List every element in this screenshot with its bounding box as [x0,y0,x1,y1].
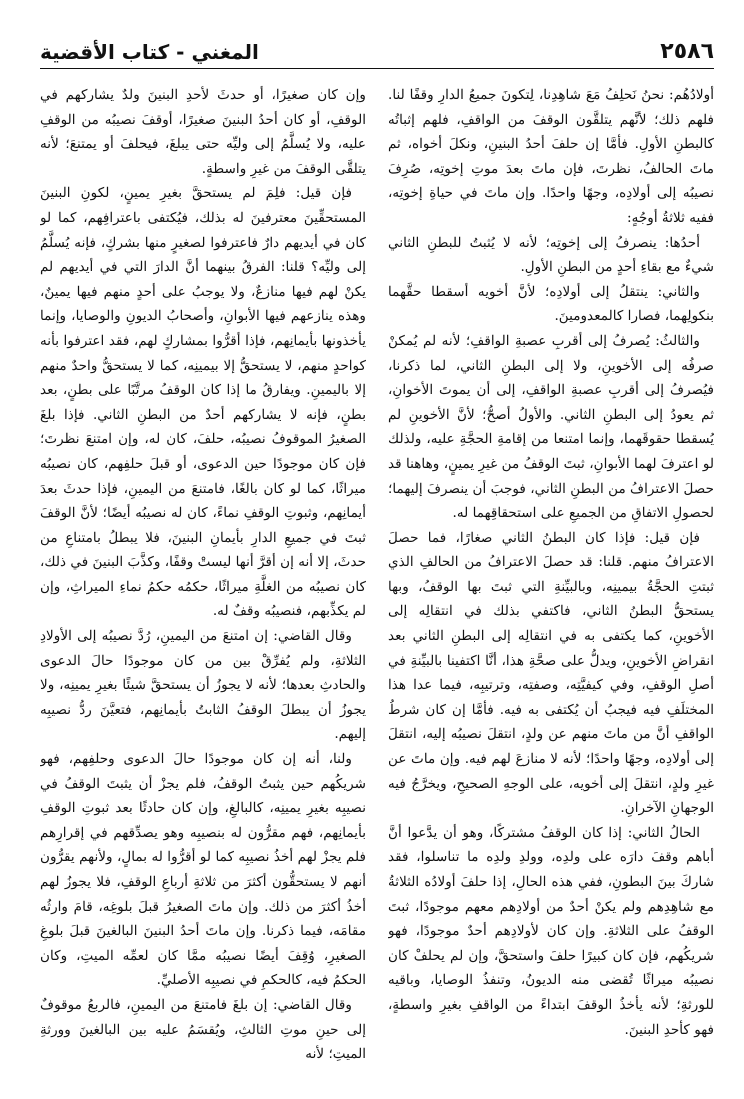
right-column [388,83,714,1093]
text-columns [40,83,714,1093]
running-title [40,40,259,64]
paragraph: والثاني: ينتقلُ إلى أولادِه؛ لأنَّ أخويه أسقطا حقَّهما بنكولِهما، فصارا كالمعدومينَ. [388,283,714,325]
page-number: ٢٥٨٦ [660,39,714,64]
paragraph: أولادُهُم: نحنُ نَحلِفُ مَعَ شاهِدِنا، لِتكونَ جميعُ الدارِ وقفًا لنا. فلهم ذلك؛ لأنَّهم يتلقَّون الوقفَ من الواقفِ، فلهم إثباتُه كالبطنِ الأولِ. فأمَّا إن حلفَ أحدُ البنينِ، ونكلَ أخواه، ثم ماتَ الحالفُ، نظرتَ، فإن ماتَ بعدَ موتِ إخوتِه، صُرِفَ نصيبُه إلى أولادِه، وجهًا واحدًا. وإن ماتَ في حياةِ إخوتِه، ففيه ثلاثةُ أوجُهٍ: [388,87,714,226]
left-column [40,83,366,1093]
paragraph: وإن كان صغيرًا، أو حدثَ لأحدِ البنينَ ولدٌ يشاركهم في الوقفِ، أو كان أحدُ البنينَ صغيرًا، أوقفَ نصيبُه من الوقفِ عليه، ولا يُسلَّمُ إلى وليِّه حتى يبلغَ، فيحلفَ أو يمتنعَ؛ لأنه يتلقَّى الوقفَ من غيرِ واسطةٍ. [40,87,366,177]
paragraph: فإن قيل: فلِمَ لم يستحقَّ بغيرِ يمينٍ، لكونِ البنينَ المستحقِّينَ معترفينَ له بذلك، فيُكتفى باعترافِهم، كما لو كان في أيديهم دارٌ فاعترفوا لصغيرٍ منها بشركٍ، فإنه يُسلَّمُ إلى وليِّه؟ قلنا: الفرقُ بينهما أنَّ الدارَ التي في أيديهم لم يكنْ لهم فيها منازعٌ، ولا يوجبُ على أحدٍ منهم فيها يمينٌ، وهذه ينازعهم فيها الأبوانِ، وأصحابُ الديونِ والوصايا، وإنما يأخذونها بأيمانِهم، فإذا أقرُّوا بمشاركٍ لهم، فقد اعترفوا بأنه كواحدٍ منهم، لا يستحقُّ إلا بيمينِه، كما لا يستحقُّ واحدٌ منهم إلا باليمينِ. ويفارقُ ما إذا كان الوقفُ مرتَّبًا على بطنٍ، بعد بطنٍ، فإنه لا يشاركهم أحدٌ من البطنِ الثاني. فإذا بلغَ الصغيرُ الموقوفُ نصيبُه، حلفَ، كان له، وإن امتنعَ نظرتَ؛ فإن كان موجودًا حين الدعوى، أو قبلَ حلفِهم، كان نصيبُه ميراثًا، كما لو كان بالغًا، فامتنعَ من اليمينِ، فإذا حدثَ بعدَ أيمانِهم، وثبوتِ الوقفِ نماءً، كان له نصيبُه أيضًا؛ لأنَّ الوقفَ ثبتَ في جميعِ الدارِ بأيمانِ البنينَ، فلا يبطلُ بامتناعِ من حدثَ، إلا أنه إن أقرَّ أنها ليستْ وقفًا، وكذَّبَ البنينَ في ذلك، كان نصيبُه من الغلَّةِ ميراثًا، حكمُه حكمُ نماءِ الميراثِ، وإن لم يكذِّبهم، فنصيبُه وقفٌ له. [40,185,366,620]
chapter-title: - كتاب الأقضية [40,40,192,64]
paragraph: أحدُها: ينصرفُ إلى إخوتِه؛ لأنه لا يُثبتُ للبطنِ الثاني شيءٌ مع بقاءِ أحدٍ من البطنِ الأولِ. [388,234,714,276]
paragraph: وقال القاضي: إن امتنعَ من اليمينِ، رُدَّ نصيبُه إلى الأولادِ الثلاثةِ، ولم يُفرِّقْ بين من كان موجودًا حالَ الدعوى والحادثِ بعدها؛ لأنه لا يجوزُ أن يستحقَّ شيئًا بغيرِ يمينِه، ولا يجوزُ أن يبطلَ الوقفُ الثابتُ بأيمانِهم، فتعيَّنَ ردُّ نصيبِه إليهم. [40,628,366,743]
paragraph: الحالُ الثاني: إذا كان الوقفُ مشتركًا، وهو أن يدَّعوا أنَّ أباهم وقفَ دارَه على ولدِه، وولدِ ولدِه ما تناسلوا، فقد شاركَ بينَ البطونِ، ففي هذه الحالِ، إذا حلفَ أولادُه الثلاثةُ مع شاهِدِهم ولم يكنْ أحدٌ من أولادِهم معهم موجودًا، ثبتَ الوقفُ على الثلاثةِ. وإن كان لأولادِهم أحدٌ موجودًا، فهو شريكُهم، فإن كان كبيرًا حلفَ واستحقَّ، وإن لم يحلفْ كان نصيبُه ميراثًا تُقضى منه الديونُ، وتنفذُ الوصايا، وباقيه للورثةِ؛ لأنه يأخذُ الوقفَ ابتداءً من الواقفِ بغيرِ واسطةٍ، فهو كأحدِ البنينَ. [388,824,714,1038]
page-header [40,34,714,69]
paragraph: ولنا، أنه إن كان موجودًا حالَ الدعوى وحلفِهم، فهو شريكُهم حين يثبتُ الوقفُ، فلم يجزْ أن يثبتَ الوقفُ في نصيبِه بغيرِ يمينِه، كالبالغِ، وإن كان حادثًا بعد ثبوتِ الوقفِ بأيمانِهم، فهم مقرُّون له بنصيبِه وهو يصدِّقهم في إقرارِهم فلم يجزْ لهم أخذُ نصيبِه كما لو أقرُّوا له بمالٍ، ولأنهم يقرُّون أنهم لا يستحقُّون أكثرَ من ثلاثةِ أرباعِ الوقفِ، فلا يجوزُ لهم أخذُ أكثرَ من ذلك. وإن ماتَ الصغيرُ قبلَ بلوغِه، قامَ وارثُه مقامَه، فيما ذكرنا. وإن ماتَ أحدُ البنينَ البالغينَ قبلَ بلوغِ الصغيرِ، وُقِفَ أيضًا نصيبُه ممَّا كان لعمِّه الميتِ، وكان الحكمُ فيه، كالحكمِ في نصيبِه الأصليِّ. [40,751,366,989]
paragraph: والثالثُ: يُصرفُ إلى أقربِ عصبةِ الواقفِ؛ لأنه لم يُمكنْ صرفُه إلى الأخوينِ، ولا إلى البطنِ الثاني، لما ذكرنا، فيُصرفُ إلى أقربِ عصبةِ الواقفِ، إلى أن يموتَ الأخوانِ، ثم يعودُ إلى البطنِ الثاني. والأولُ أصحُّ؛ لأنَّ الأخوينِ لم يُسقطا حقوقَهما، وإنما امتنعا من إقامةِ الحجَّةِ عليه، ولذلك لو اعترفَ لهما الأبوانِ، ثبتَ الوقفُ من غيرِ يمينٍ، وهاهنا قد حصلَ الاعترافُ من البطنِ الثاني، فوجبَ أن ينصرفَ إليهما؛ لحصولِ الاتفاقِ من الجميعِ على استحقاقِهما له. [388,332,714,522]
paragraph: فإن قيل: فإذا كان البطنُ الثاني صغارًا، فما حصلَ الاعترافُ منهم. قلنا: قد حصلَ الاعترافُ من الحالفِ الذي ثبتتِ الحجَّةُ بيمينِه، وبالبيِّنةِ التي ثبتَ بها الوقفُ، وبها يستحقُّ البطنُ الثاني، فاكتفي بذلك في انتقالِه إلى الأخوينِ، كما يكتفى به في انتقالِه إلى البطنِ الثاني بعد انقراضِ الأخوينِ، ويدلُّ على صحَّةِ هذا، أنَّا اكتفينا بالبيِّنةِ في أصلِ الوقفِ، وفي كيفيَّتِه، وصفتِه، وترتيبِه، فيما عدا هذا المختلَفِ فيه فيجبُ أن يُكتفى به فيه. فأمَّا إن كان شرطُ الواقفِ أنَّ من ماتَ منهم عن ولدٍ، انتقلَ نصيبُه إليه، انتقلَ إلى أولادِه، وجهًا واحدًا؛ لأنه لا منازعَ لهم فيه. وإن ماتَ عن غيرِ ولدٍ، انتقلَ إلى أخويه، على الوجهِ الصحيحِ، ويخرَّجُ فيه الوجهانِ الآخرانِ. [388,529,714,817]
paragraph: وقال القاضي: إن بلغَ فامتنعَ من اليمينِ، فالربعُ موقوفٌ إلى حينِ موتِ الثالثِ، ويُقسَمُ عليه بين البالغينَ وورثةِ الميتِ؛ لأنه [40,996,366,1063]
book-name: المغني [191,40,259,64]
